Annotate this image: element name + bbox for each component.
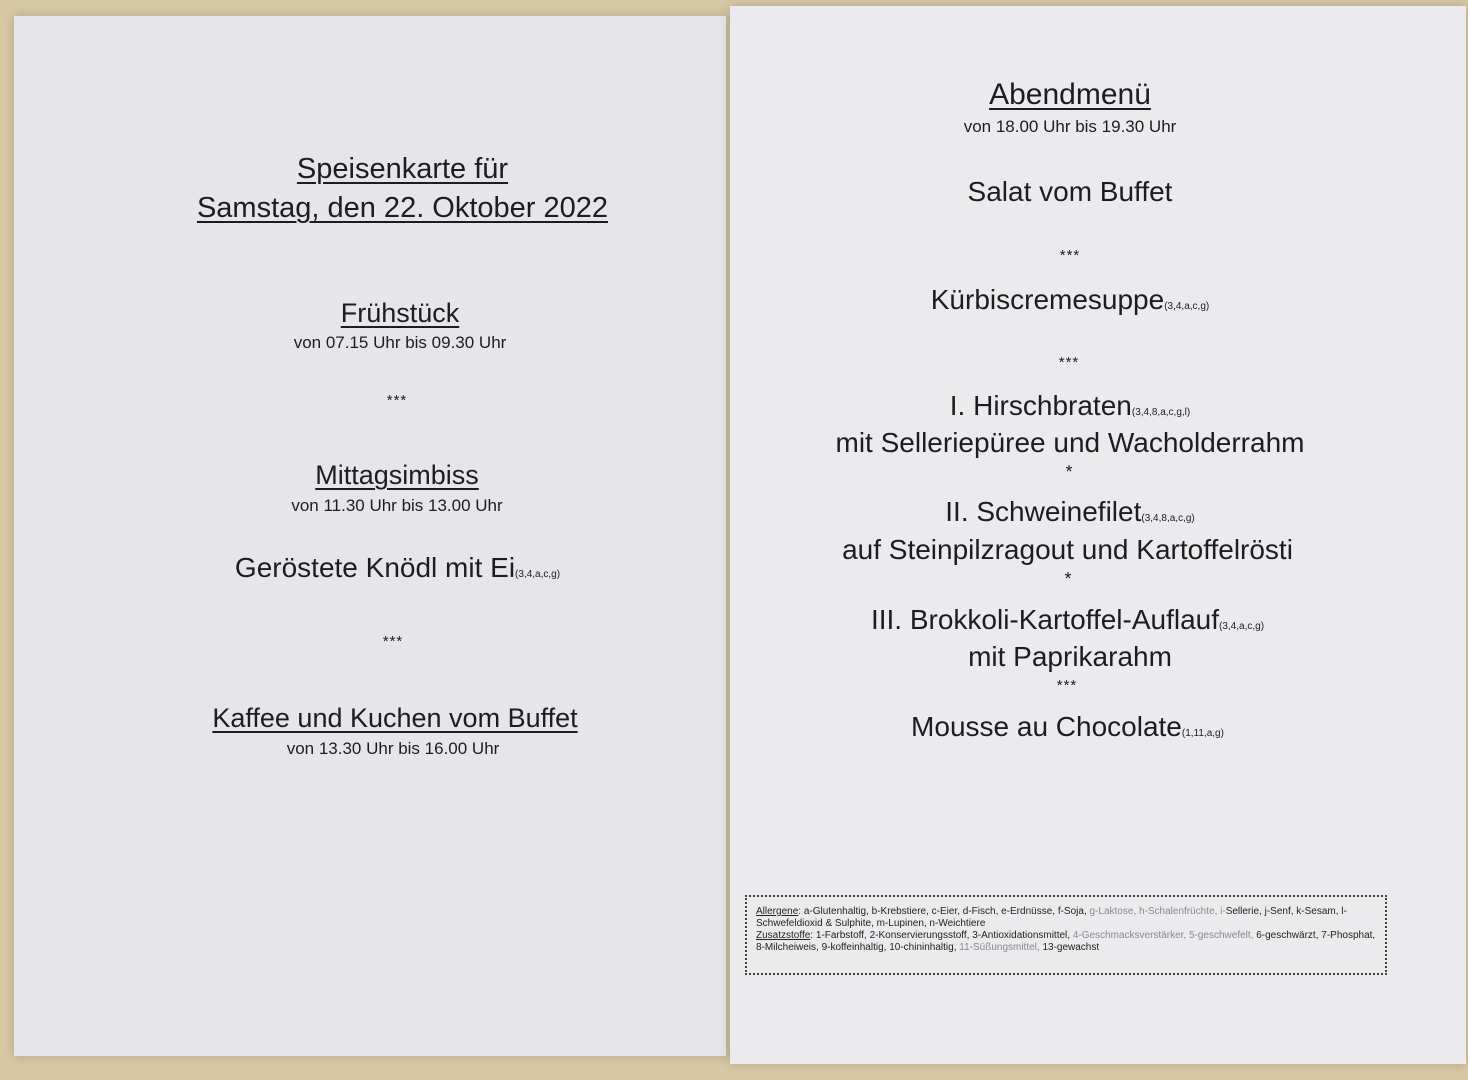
- abendmenue-heading: Abendmenü: [989, 78, 1151, 111]
- dessert-dish-name: Mousse au Chocolate: [911, 711, 1182, 742]
- mittag-dish-allergen-code: (3,4,a,c,g): [515, 569, 561, 580]
- main2-allergen-code: (3,4,8,a,c,g): [1141, 513, 1195, 524]
- main3-allergen-code: (3,4,a,c,g): [1219, 621, 1265, 632]
- zusatzstoffe-text-faded: 4-Geschmacksverstärker, 5-geschwefelt,: [1072, 930, 1254, 941]
- menu-title-date: Samstag, den 22. Oktober 2022: [196, 192, 609, 224]
- mittagsimbiss-heading: Mittagsimbiss: [315, 460, 479, 490]
- salat-dish: Salat vom Buffet: [967, 176, 1173, 207]
- allergene-text: : a-Glutenhaltig, b-Krebstiere, c-Eier, d-Fisch, e-Erdnüsse, f-Soja,: [798, 906, 1090, 917]
- main3-subtitle: mit Paprikarahm: [968, 641, 1172, 672]
- separator-stars: ***: [1058, 354, 1080, 371]
- separator-stars: ***: [382, 633, 404, 650]
- allergene-text-cont: Sellerie, j-Senf, k-Sesam, l-Schwefeldioxid & Sulphite, m-Lupinen, n-Weichtiere: [756, 906, 1347, 929]
- allergene-label: Allergene: [756, 906, 799, 917]
- main3-title-name: III. Brokkoli-Kartoffel-Auflauf: [870, 604, 1220, 635]
- abendmenue-time: von 18.00 Uhr bis 19.30 Uhr: [963, 117, 1177, 136]
- main2-title-name: II. Schweinefilet: [945, 496, 1142, 527]
- dessert-dish: [860, 711, 1275, 743]
- separator-star: *: [1065, 462, 1073, 482]
- main1-subtitle: mit Selleriepüree und Wacholderrahm: [835, 427, 1305, 458]
- zusatzstoffe-text-faded-2: 11-Süßungsmittel,: [959, 942, 1040, 953]
- main1-title-name: I. Hirschbraten: [949, 390, 1132, 421]
- zusatzstoffe-text: : 1-Farbstoff, 2-Konservierungsstoff, 3-Antioxidationsmittel,: [810, 930, 1073, 941]
- suppe-dish-name: Kürbiscremesuppe: [930, 284, 1165, 315]
- menu-title-line1: Speisenkarte für: [296, 153, 509, 185]
- fruehstueck-time: von 07.15 Uhr bis 09.30 Uhr: [293, 333, 507, 352]
- kaffee-time: von 13.30 Uhr bis 16.00 Uhr: [286, 739, 500, 758]
- zusatzstoffe-label: Zusatzstoffe: [756, 930, 811, 941]
- kaffee-heading: Kaffee und Kuchen vom Buffet: [212, 703, 578, 733]
- zusatzstoffe-text-end: 13-gewachst: [1039, 942, 1100, 953]
- dessert-allergen-code: (1,11,a,g): [1181, 728, 1224, 739]
- suppe-dish: [870, 284, 1270, 316]
- main2-subtitle: auf Steinpilzragout und Kartoffelrösti: [842, 534, 1293, 565]
- main1-allergen-code: (3,4,8,a,c,g,l): [1131, 407, 1191, 418]
- mittag-dish-name: Geröstete Knödl mit Ei: [234, 552, 516, 583]
- mittagsimbiss-time: von 11.30 Uhr bis 13.00 Uhr: [291, 496, 503, 515]
- main3-title: [830, 604, 1305, 636]
- separator-stars: ***: [1059, 247, 1081, 264]
- suppe-allergen-code: (3,4,a,c,g): [1164, 301, 1210, 312]
- separator-stars: ***: [1056, 677, 1078, 694]
- mittag-dish: [190, 552, 605, 584]
- separator-stars: ***: [386, 392, 408, 409]
- zusatzstoffe-text-cont: 6-geschwärzt, 7-Phosphat, 8-Milcheiweis, 9-koffeinhaltig, 10-chininhaltig,: [756, 930, 1376, 953]
- fruehstueck-heading: Frühstück: [340, 298, 460, 328]
- separator-star: *: [1064, 569, 1072, 589]
- allergen-legend-box: [745, 895, 1387, 975]
- main1-title: [870, 390, 1270, 422]
- allergene-text-faded: g-Laktose, h-Schalenfrüchte, i-: [1089, 906, 1226, 917]
- main2-title: [870, 496, 1270, 528]
